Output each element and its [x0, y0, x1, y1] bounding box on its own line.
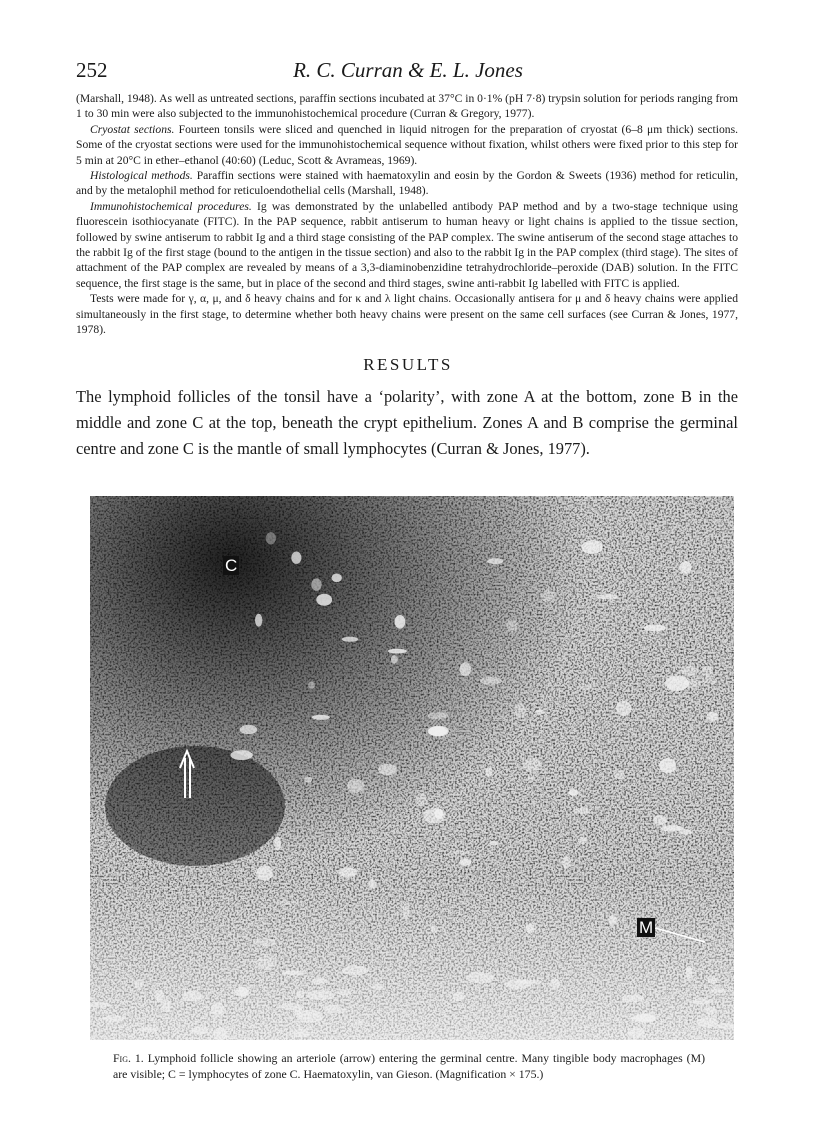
heading-cryostat: Cryostat sections. [90, 122, 175, 136]
micrograph-figure [90, 496, 734, 1040]
text-immuno: Ig was demonstrated by the unlabelled antibody PAP method and by a two-stage technique using fluorescein isothiocyanate (FITC). In the PAP sequence, rabbit antiserum to human heavy or light chains is applied to the tissue section, followed by swine antiserum to rabbit Ig and a third stage consisting of the PAP complex. The swine antiserum of the second stage attaches to the rabbit Ig of the first stage (bound to the antigen in the tissue section) and also to the rabbit Ig in the PAP complex (third stage). The sites of attachment of the PAP complex are revealed by means of a 3,3-diaminobenzidine tetrahydrochloride–peroxide (DAB) solution. In the FITC sequence, the first stage is the same, but in place of the second and third stages, swine anti-rabbit Ig labelled with FITC is applied. [76, 199, 738, 290]
text-histological: Paraffin sections were stained with haematoxylin and eosin by the Gordon & Sweets (1936) method for reticulin, and by the metalophil method for reticuloendothelial cells (Marshall, 1948). [76, 169, 739, 198]
figure-caption [113, 1050, 705, 1082]
caption-text: Lymphoid follicle showing an arteriole (arrow) entering the germinal centre. Many tingible body macrophages (M) are visible; C = lymphocytes of zone C. Haematoxylin, van Gieson. (Magnification × 175.) [113, 1051, 706, 1081]
paragraph-immuno [76, 199, 738, 291]
methods-text [76, 91, 738, 338]
paragraph-tests: Tests were made for γ, α, μ, and δ heavy chains and for κ and λ light chains. Occasionally antisera for μ and δ heavy chains were applied simultaneously in the first stage, to determine whether both heavy chains were present on the same cell surfaces (see Curran & Jones, 1977, 1978). [76, 292, 738, 337]
running-head: R. C. Curran & E. L. Jones [293, 58, 523, 82]
page-number: 252 [76, 58, 108, 82]
results-heading: RESULTS [363, 355, 453, 374]
paragraph-trypsin: (Marshall, 1948). As well as untreated sections, paraffin sections incubated at 37°C in 0·1% (pH 7·8) trypsin solution for periods ranging from 1 to 30 min were also subjected to the immunohistochemical procedure (Curran & Gregory, 1977). [76, 92, 738, 121]
paragraph-histological [76, 168, 738, 199]
figure-number: Fig. 1. [113, 1051, 144, 1065]
label-m: M [639, 918, 654, 937]
text-cryostat: Fourteen tonsils were sliced and quenched in liquid nitrogen for the preparation of cryostat (6–8 μm thick) sections. Some of the cryostat sections were used for the immunohistochemical sequence without fixation, whilst others were fixed prior to this step for 5 min at 20°C in ether–ethanol (40:60) (Leduc, Scott & Avrameas, 1969). [76, 122, 738, 167]
results-summary: The lymphoid follicles of the tonsil have a ‘polarity’, with zone A at the bottom, zone B in the middle and zone C at the top, beneath the crypt epithelium. Zones A and B comprise the germinal centre and zone C is the mantle of small lymphocytes (Curran & Jones, 1977). [76, 387, 738, 458]
label-c: C [225, 556, 238, 575]
paragraph-cryostat [76, 122, 738, 168]
heading-histological: Histological methods. [90, 169, 193, 183]
heading-immuno: Immunohistochemical procedures. [90, 199, 252, 213]
micrograph-image [90, 496, 734, 1040]
